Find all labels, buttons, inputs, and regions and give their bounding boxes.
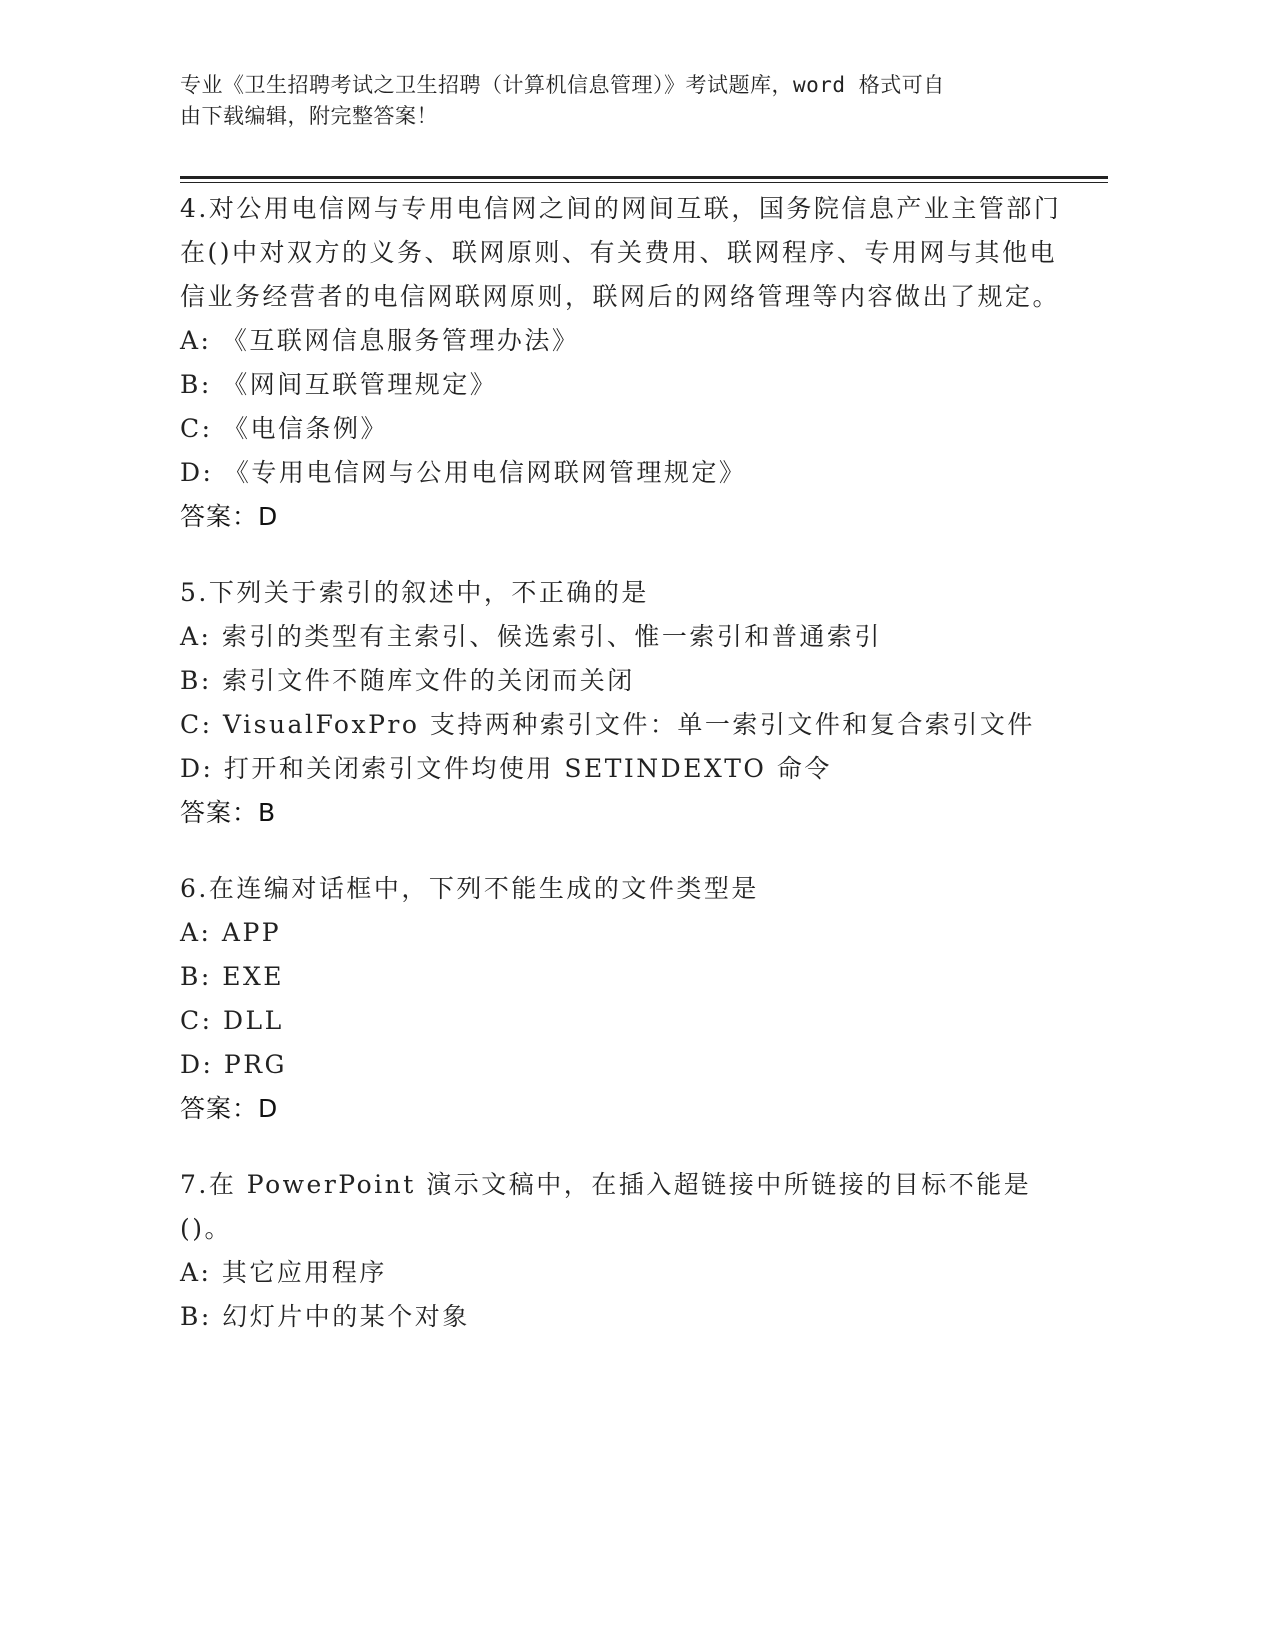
option-a: A: 其它应用程序 [180,1258,387,1287]
option-b: B: 索引文件不随库文件的关闭而关闭 [180,666,635,695]
option-list [180,911,1080,1087]
option-d: D: 打开和关闭索引文件均使用 SETINDEXTO 命令 [180,754,832,783]
option-a: A: 《互联网信息服务管理办法》 [180,326,580,355]
header-line-2: 由下载编辑，附完整答案！ [180,104,438,128]
option-c: C: 《电信条例》 [180,414,388,443]
document-header [180,70,1060,132]
option-list [180,1251,1080,1339]
question-list [180,187,1080,1371]
question-6 [180,867,1080,1131]
option-list [180,319,1080,495]
option-b: B: 幻灯片中的某个对象 [180,1302,470,1331]
question-stem: 5.下列关于索引的叙述中，不正确的是 [180,578,649,607]
option-c: C: VisualFoxPro 支持两种索引文件：单一索引文件和复合索引文件 [180,710,1035,739]
answer: 答案：D [180,502,279,531]
option-d: D: 《专用电信网与公用电信网联网管理规定》 [180,458,747,487]
option-a: A: APP [180,918,282,947]
question-stem: 7.在 PowerPoint 演示文稿中，在插入超链接中所链接的目标不能是()。 [180,1170,1032,1243]
question-7 [180,1163,1080,1339]
option-a: A: 索引的类型有主索引、候选索引、惟一索引和普通索引 [180,622,882,651]
option-c: C: DLL [180,1006,284,1035]
header-divider-thin [180,182,1108,183]
option-list [180,615,1080,791]
question-4 [180,187,1080,539]
header-line-1: 专业《卫生招聘考试之卫生招聘（计算机信息管理）》考试题库，word 格式可自 [180,73,945,97]
question-stem: 6.在连编对话框中，下列不能生成的文件类型是 [180,874,759,903]
question-5 [180,571,1080,835]
answer: 答案：D [180,1094,279,1123]
option-d: D: PRG [180,1050,288,1079]
option-b: B: EXE [180,962,285,991]
header-divider-thick [180,176,1108,179]
answer: 答案：B [180,798,277,827]
question-stem: 4.对公用电信网与专用电信网之间的网间互联，国务院信息产业主管部门在()中对双方的义务、联网原则、有关费用、联网程序、专用网与其他电信业务经营者的电信网联网原则，联网后的网络管理等内容做出了规定。 [180,194,1062,311]
option-b: B: 《网间互联管理规定》 [180,370,498,399]
